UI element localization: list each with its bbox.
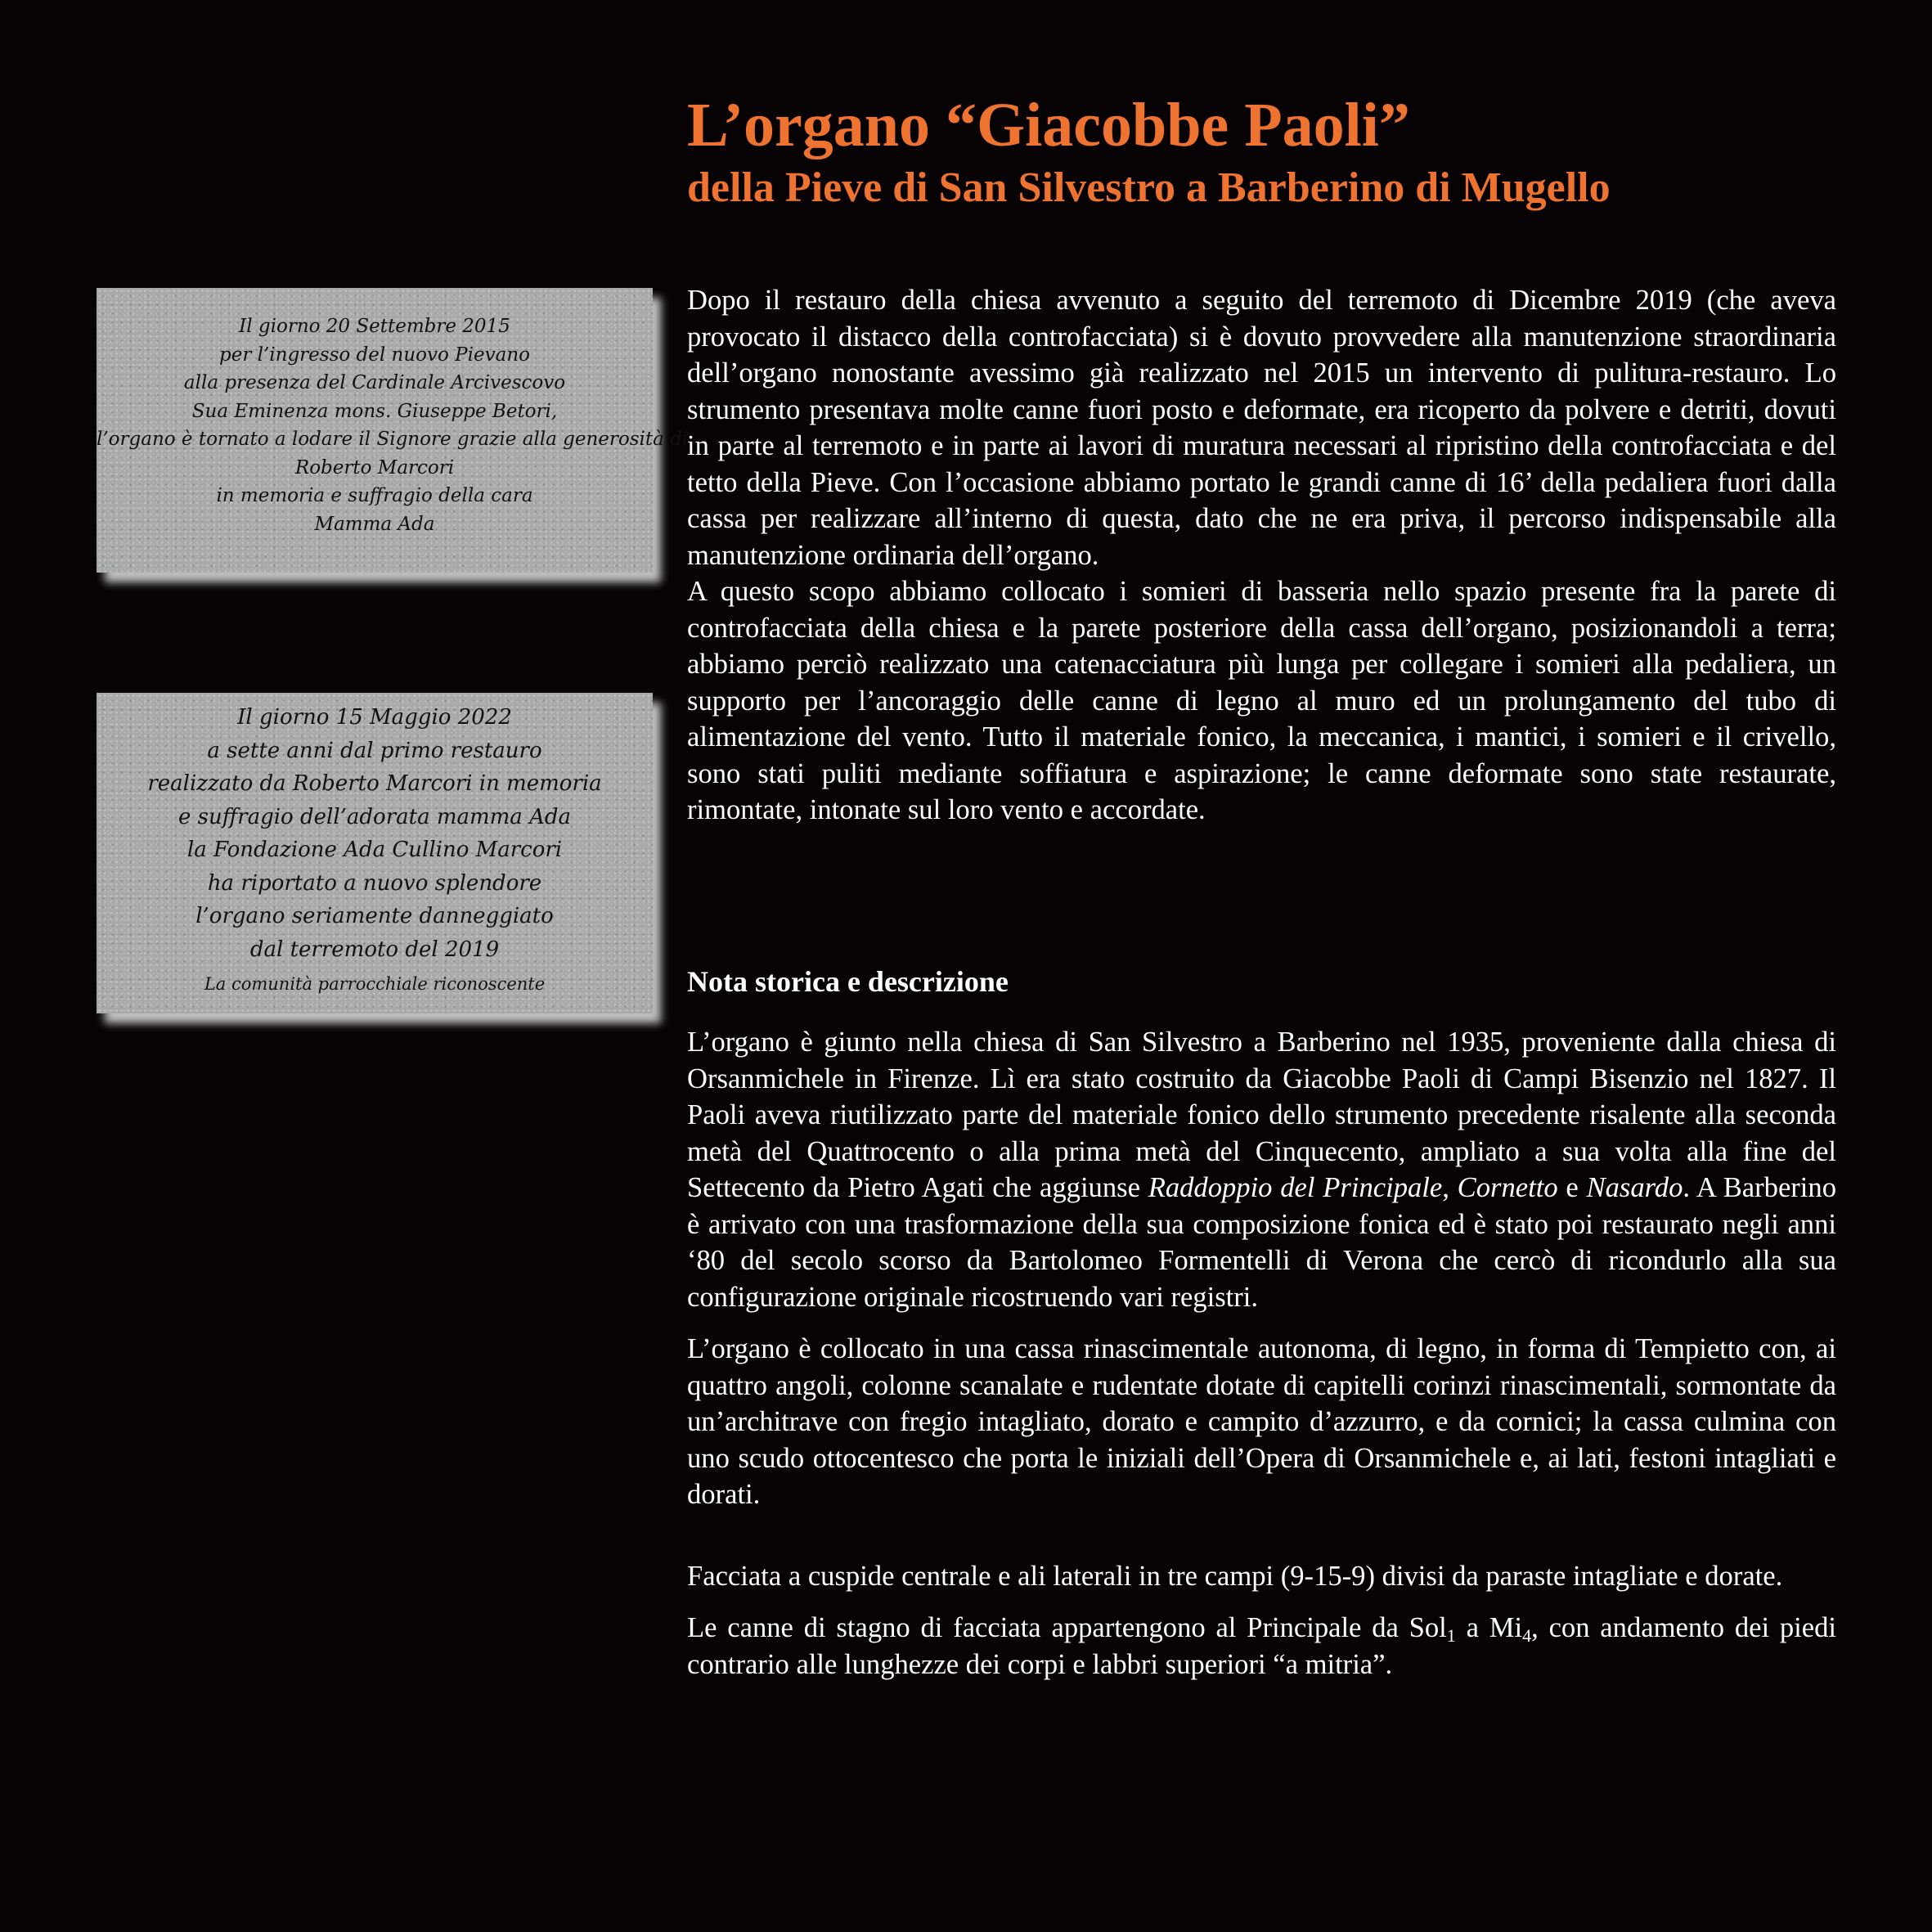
register-name: Nasardo [1586,1172,1683,1203]
page-title: L’organo “Giacobbe Paoli” [687,91,1410,160]
plaque-line: e suffragio dell’adorata mamma Ada [178,804,571,829]
plaque-line: alla presenza del Cardinale Arcivescovo [183,372,566,393]
description-paragraph: L’organo è collocato in una cassa rinascimentale autonoma, di legno, in forma di Tempietto con, ai quattro angoli, colonne scanalate e rudentate dotate di capitelli corinzi rinascimentali, sormontate da un’architrave con fregio intagliato, dorato e campito d’azzurro, e da cornici; la cassa culmina con uno scudo ottocentesco che porta le iniziali dell’Opera di Orsanmichele e, ai lati, festoni intagliati e dorati. [687,1333,1836,1510]
text-span: . A Barberino è arrivato con una trasformazione della sua composizione fonica ed è stato poi restaurato negli anni ‘80 del secolo scorso da Bartolomeo Formentelli di Verona che cercò di ricondurlo alla sua configurazione originale ricostruendo vari registri. [687,1172,1836,1313]
plaque-line: Roberto Marcori [294,456,455,479]
page-subtitle: della Pieve di San Silvestro a Barberino di Mugello [687,164,1611,211]
plaque-line: a sette anni dal primo restauro [207,738,542,763]
plaque-line: in memoria e suffragio della cara [216,485,533,506]
history-text [687,1024,1836,1698]
plaque-line: Il giorno 15 Maggio 2022 [237,705,512,730]
plaque-line: Sua Eminenza mons. Giuseppe Betori, [191,400,558,422]
register-name: Raddoppio del Principale [1148,1172,1443,1203]
plaque-line: dal terremoto del 2019 [249,937,500,962]
plaque-line: l’organo è tornato a lodare il Signore grazie alla generosità di [97,429,689,450]
subscript: 4 [1522,1625,1532,1646]
plaque-line: ha riportato a nuovo splendore [207,870,542,896]
history-paragraph [687,1024,1836,1315]
intro-paragraph: A questo scopo abbiamo collocato i somieri di basseria nello spazio presente fra la parete di controfacciata della chiesa e la parete posteriore della cassa dell’organo, posizionandoli a terra; abbiamo perciò realizzato una catenacciatura più lunga per collegare i somieri alla pedaliera, un supporto per l’ancoraggio delle canne di legno al muro ed un prolungamento del tubo di alimentazione del vento. Tutto il materiale fonico, la meccanica, i mantici, i somieri e il crivello, sono stati puliti mediante soffiatura e aspirazione; le canne deformate sono state restaurate, rimontate, intonate sul loro vento e accordate. [687,576,1836,825]
plaque-line: realizzato da Roberto Marcori in memoria [147,771,602,796]
text-span: e [1557,1172,1587,1203]
plaque-line: Il giorno 20 Settembre 2015 [239,316,510,337]
memorial-plaque-2015 [97,288,689,573]
text-span: L’organo è giunto nella chiesa di San Silvestro a Barberino nel 1935, proveniente dalla chiesa di Orsanmichele in Firenze. Lì era stato costruito da Giacobbe Paoli di Campi Bisenzio nel 1827. Il Paoli aveva riutilizzato parte del materiale fonico dello strumento precedente risalente alla seconda metà del Quattrocento o alla prima metà del Cinquecento, ampliato a sua volta alla fine del Settecento da Pietro Agati che aggiunse [687,1027,1836,1203]
text-span: Le canne di stagno di facciata appartengono al Principale da Sol [687,1612,1447,1643]
text-span: , [1442,1172,1458,1203]
intro-paragraph: Dopo il restauro della chiesa avvenuto a seguito del terremoto di Dicembre 2019 (che aveva provocato il distacco della controfacciata) si è dovuto provvedere alla manutenzione straordinaria dell’organo nonostante avessimo già realizzato nel 2015 un intervento di pulitura-restauro. Lo strumento presentava molte canne fuori posto e deformate, era ricoperto da polvere e detriti, dovuti in parte al terremoto e in parte ai lavori di muratura necessari al ripristino della controfacciata e del tetto della Pieve. Con l’occasione abbiamo portato le grandi canne di 16’ della pedaliera fuori dalla cassa per realizzare all’interno di questa, dato che ne era priva, il percorso indispensabile alla manutenzione ordinaria dell’organo. [687,285,1836,571]
plaque-closing: La comunità parrocchiale riconoscente [204,974,546,994]
plaque-line: per l’ingresso del nuovo Pievano [218,344,530,366]
subscript: 1 [1446,1625,1456,1646]
text-span: , con andamento dei piedi contrario alle lunghezze dei corpi e labbri superiori “a mitria”. [687,1612,1837,1680]
text-span: a Mi [1455,1612,1523,1643]
plaque-line: Mamma Ada [314,513,435,535]
facade-paragraph: Facciata a cuspide centrale e ali laterali in tre campi (9-15-9) divisi da paraste intagliate e dorate. [687,1560,1783,1592]
memorial-plaque-2022 [97,693,653,1013]
plaque-line: l’organo seriamente danneggiato [195,904,554,928]
section-heading: Nota storica e descrizione [687,965,1009,998]
intro-text [687,282,1836,829]
register-name: Cornetto [1457,1172,1558,1203]
pipes-paragraph [687,1610,1836,1683]
plaque-line: la Fondazione Ada Cullino Marcori [186,838,563,862]
